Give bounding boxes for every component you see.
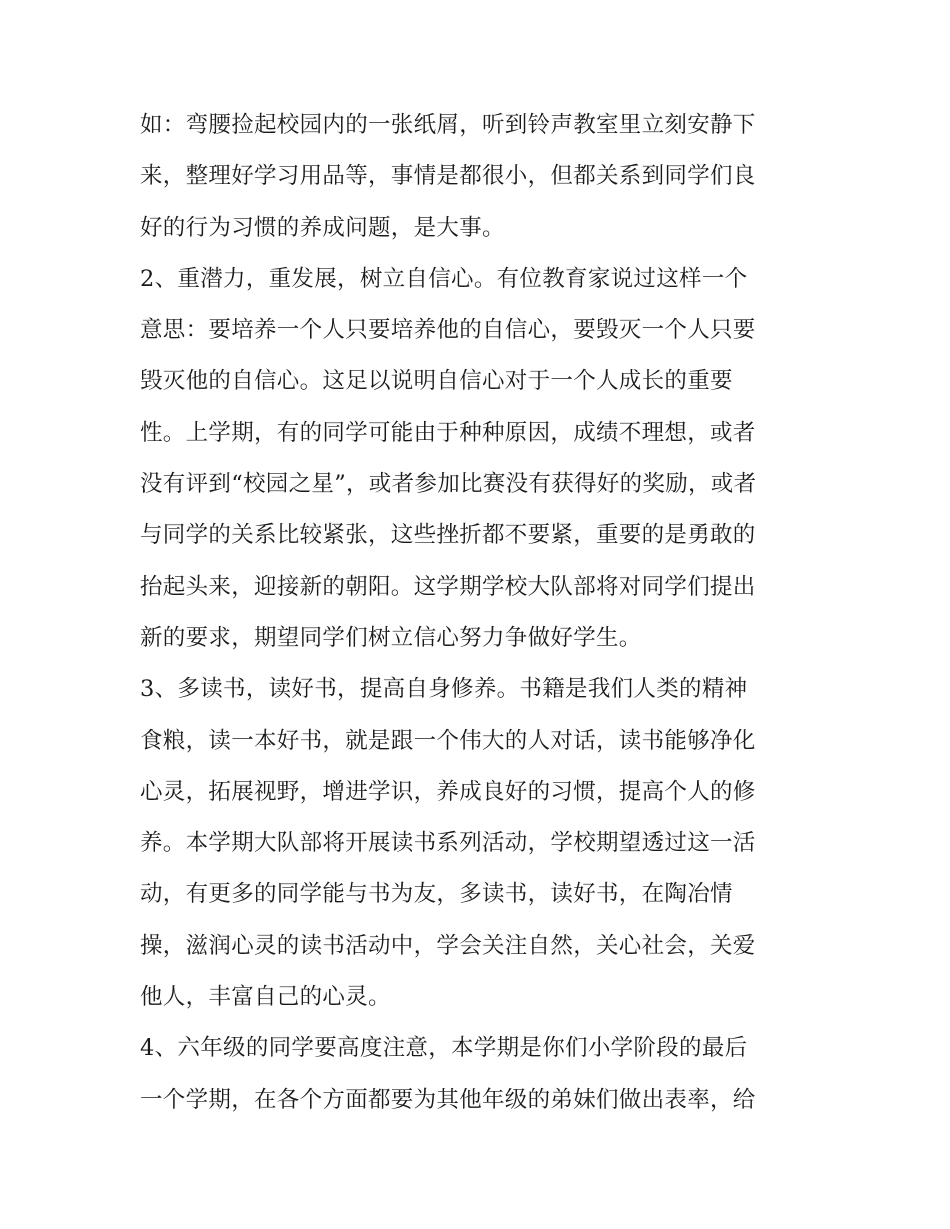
text-line: 性。上学期，有的同学可能由于种种原因，成绩不理想，或者 [140,419,756,446]
text-line: 操，滋润心灵的读书活动中，学会关注自然，关心社会，关爱 [140,932,756,959]
text-line: 意思：要培养一个人只要培养他的自信心，要毁灭一个人只要 [140,317,756,344]
text-line: 好的行为习惯的养成问题，是大事。 [140,214,505,241]
text-line: 他人，丰富自己的心灵。 [140,984,391,1011]
text-line: 与同学的关系比较紧张，这些挫折都不要紧，重要的是勇敢的 [140,522,756,549]
text-line: 没有评到“校园之星”，或者参加比赛没有获得好的奖励，或者 [140,471,757,498]
text-line: 2、重潜力，重发展，树立自信心。有位教育家说过这样一个 [140,265,748,292]
text-line: 毁灭他的自信心。这足以说明自信心对于一个人成长的重要 [140,368,733,395]
text-line: 新的要求，期望同学们树立信心努力争做好学生。 [140,624,642,651]
text-line: 食粮，读一本好书，就是跟一个伟大的人对话，读书能够净化 [140,727,756,754]
text-line: 心灵，拓展视野，增进学识，养成良好的习惯，提高个人的修 [140,778,756,805]
text-line: 抬起头来，迎接新的朝阳。这学期学校大队部将对同学们提出 [140,573,756,600]
text-line: 来，整理好学习用品等，事情是都很小，但都关系到同学们良 [140,163,756,190]
text-line: 一个学期，在各个方面都要为其他年级的弟妹们做出表率，给 [140,1086,756,1113]
text-line: 3、多读书，读好书，提高自身修养。书籍是我们人类的精神 [140,676,748,703]
text-line: 动，有更多的同学能与书为友，多读书，读好书，在陶冶情 [140,881,733,908]
body-text [140,100,820,1126]
text-line: 养。本学期大队部将开展读书系列活动，学校期望透过这一活 [140,830,756,857]
text-line: 4、六年级的同学要高度注意，本学期是你们小学阶段的最后 [140,1035,748,1062]
text-line: 如：弯腰捡起校园内的一张纸屑，听到铃声教室里立刻安静下 [140,112,756,138]
